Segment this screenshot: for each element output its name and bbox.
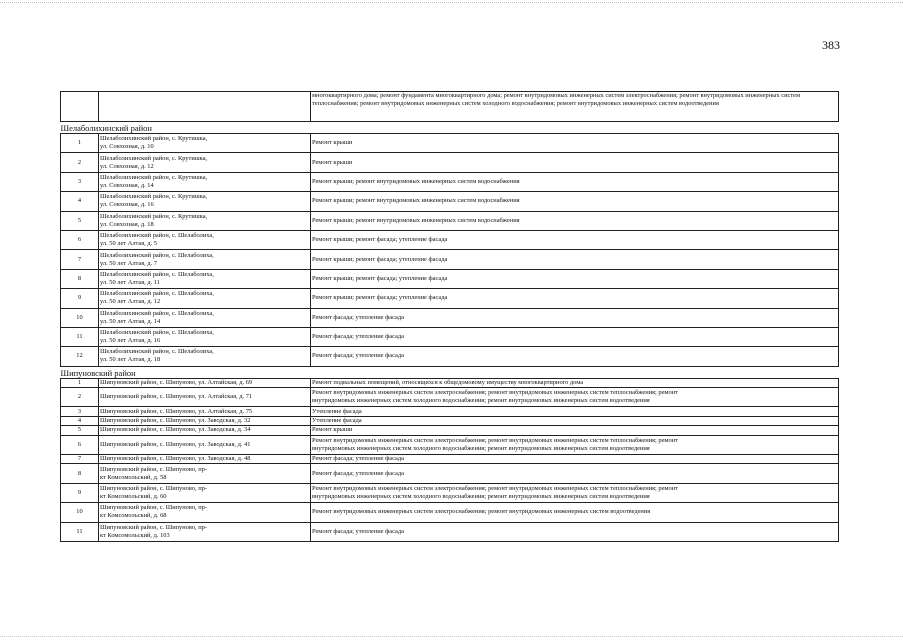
table-row [61, 416, 839, 425]
work-cell [311, 388, 839, 407]
table-row [61, 483, 839, 502]
table-row [61, 455, 839, 464]
table-row [61, 192, 839, 211]
row-number: 12 [61, 347, 99, 366]
continuation-row [61, 92, 839, 122]
table-row [61, 172, 839, 191]
work-line: Ремонт крыши; ремонт внутридомовых инженерных систем водоснабжения [312, 216, 520, 224]
continuation-work-cell: многоквартирного дома; ремонт фундамента многоквартирного дома; ремонт внутридомовых инженерных систем электроснабжения; ремонт внутридомовых инженерных систем теплоснабжения; ремонт внутридомовых инженерных систем холодного водоснабжения; ремонт внутридомовых инженерных систем водоотведения [311, 92, 839, 122]
address-line: Шелаболихинский район, с. Шелаболиха, [100, 329, 214, 337]
work-cell [311, 407, 839, 416]
work-cell [311, 522, 839, 541]
work-cell [311, 153, 839, 172]
continuation-address-cell [99, 92, 311, 122]
address-cell [99, 388, 311, 407]
scan-top-edge [0, 2, 903, 3]
work-line: Ремонт внутридомовых инженерных систем электроснабжения; ремонт внутридомовых инженерных систем теплоснабжения; ремонт [312, 485, 678, 492]
table-row [61, 250, 839, 269]
work-cell [311, 378, 839, 387]
work-cell [311, 416, 839, 425]
row-number: 8 [61, 464, 99, 483]
table-row [61, 464, 839, 483]
row-number: 10 [61, 503, 99, 522]
work-cell [311, 426, 839, 435]
address-line: Шипуновский район, с. Шипуново, ул. Алтайская, д. 71 [100, 393, 253, 401]
address-line: Шипуновский район, с. Шипуново, пр- [100, 504, 207, 512]
work-cell [311, 503, 839, 522]
row-number: 5 [61, 426, 99, 435]
address-line: кт Комсомольский, д. 103 [100, 531, 170, 539]
work-line: Ремонт внутридомовых инженерных систем электроснабжения; ремонт внутридомовых инженерных систем водоотведения [312, 508, 651, 516]
row-number: 1 [61, 378, 99, 387]
row-number: 6 [61, 435, 99, 454]
address-cell [99, 250, 311, 269]
row-number: 1 [61, 134, 99, 153]
work-cell [311, 269, 839, 288]
row-number: 6 [61, 230, 99, 249]
table-row [61, 435, 839, 454]
address-cell [99, 407, 311, 416]
address-cell [99, 347, 311, 366]
table-row [61, 308, 839, 327]
table-row [61, 388, 839, 407]
row-number: 2 [61, 388, 99, 407]
work-line: Ремонт крыши; ремонт фасада; утепление фасада [312, 236, 448, 244]
address-line: ул. 50 лет Алтая, д. 12 [100, 298, 161, 306]
work-line: Ремонт крыши; ремонт внутридомовых инженерных систем водоснабжения [312, 197, 520, 205]
address-cell [99, 455, 311, 464]
work-line: внутридомовых инженерных систем холодного водоснабжения; ремонт внутридомовых инженерных систем водоотведения [312, 493, 650, 500]
work-line: Ремонт внутридомовых инженерных систем электроснабжения; ремонт внутридомовых инженерных систем теплоснабжения; ремонт [312, 389, 678, 397]
scan-bottom-edge [0, 636, 903, 637]
table-row [61, 503, 839, 522]
work-line: Ремонт фасада; утепление фасада [312, 469, 404, 477]
work-line: Ремонт крыши [312, 426, 353, 434]
row-number: 9 [61, 483, 99, 502]
address-line: Шипуновский район, с. Шипуново, пр- [100, 465, 207, 473]
address-cell [99, 327, 311, 346]
work-cell [311, 192, 839, 211]
row-number: 4 [61, 192, 99, 211]
address-cell [99, 289, 311, 308]
address-line: кт Комсомольский, д. 60 [100, 493, 167, 500]
address-cell [99, 464, 311, 483]
work-cell [311, 483, 839, 502]
section-title: Шипуновский район [61, 366, 839, 378]
work-line: Ремонт крыши; ремонт фасада; утепление фасада [312, 294, 448, 302]
address-line: Шелаболихинский район, с. Крутишка, [100, 173, 208, 181]
row-number: 2 [61, 153, 99, 172]
address-line: ул. 50 лет Алтая, д. 11 [100, 278, 160, 286]
address-cell [99, 435, 311, 454]
work-line: Ремонт фасада; утепление фасада [312, 527, 404, 535]
address-line: Шипуновский район, с. Шипуново, ул. Алтайская, д. 69 [100, 378, 253, 386]
address-cell [99, 483, 311, 502]
address-line: ул. Совхозная, д. 16 [100, 201, 154, 209]
work-line: Ремонт крыши; ремонт фасада; утепление фасада [312, 274, 448, 282]
table-row [61, 211, 839, 230]
address-line: Шелаболихинский район, с. Шелаболиха, [100, 270, 214, 278]
repair-program-table [60, 91, 839, 542]
address-line: Шипуновский район, с. Шипуново, ул. Алтайская, д. 75 [100, 407, 253, 415]
page-number: 383 [822, 38, 840, 52]
address-cell [99, 503, 311, 522]
address-line: Шелаболихинский район, с. Крутишка, [100, 212, 208, 220]
work-line: Ремонт подвальных помещений, относящихся к общедомовому имуществу многоквартирного дома [312, 378, 584, 386]
address-line: ул. 50 лет Алтая, д. 5 [100, 240, 157, 248]
continuation-num-cell [61, 92, 99, 122]
work-line: Ремонт фасада; утепление фасада [312, 333, 404, 341]
address-cell [99, 522, 311, 541]
work-line: Утепление фасада [312, 417, 362, 425]
row-number: 5 [61, 211, 99, 230]
row-number: 7 [61, 250, 99, 269]
work-cell [311, 172, 839, 191]
address-line: Шипуновский район, с. Шипуново, ул. Заводская, д. 48 [100, 455, 251, 463]
address-line: ул. 50 лет Алтая, д. 14 [100, 317, 161, 325]
section-title: Шелаболихинский район [61, 122, 839, 134]
section-header-row [61, 122, 839, 134]
address-line: ул. Совхозная, д. 14 [100, 181, 154, 189]
address-line: Шелаболихинский район, с. Шелаболиха, [100, 309, 214, 317]
address-line: Шелаболихинский район, с. Шелаболиха, [100, 348, 214, 356]
table-row [61, 426, 839, 435]
address-cell [99, 211, 311, 230]
section-header-row [61, 366, 839, 378]
address-line: Шипуновский район, с. Шипуново, ул. Заводская, д. 41 [100, 440, 251, 448]
table-row [61, 134, 839, 153]
row-number: 4 [61, 416, 99, 425]
address-line: ул. Совхозная, д. 10 [100, 143, 154, 151]
address-cell [99, 308, 311, 327]
address-line: кт Комсомольский, д. 68 [100, 512, 167, 520]
table-row [61, 347, 839, 366]
row-number: 9 [61, 289, 99, 308]
address-cell [99, 192, 311, 211]
work-cell [311, 327, 839, 346]
work-cell [311, 435, 839, 454]
address-line: ул. Совхозная, д. 18 [100, 220, 154, 228]
work-line: Ремонт крыши [312, 139, 353, 147]
row-number: 3 [61, 172, 99, 191]
address-line: Шелаболихинский район, с. Крутишка, [100, 193, 208, 201]
work-line: Ремонт крыши; ремонт внутридомовых инженерных систем водоснабжения [312, 177, 520, 185]
address-line: ул. Совхозная, д. 12 [100, 162, 154, 170]
work-cell [311, 455, 839, 464]
address-line: Шелаболихинский район, с. Крутишка, [100, 154, 208, 162]
address-line: Шелаболихинский район, с. Шелаболиха, [100, 290, 214, 298]
row-number: 7 [61, 455, 99, 464]
work-line: внутридомовых инженерных систем холодного водоснабжения; ремонт внутридомовых инженерных систем водоотведения [312, 444, 650, 452]
work-line: Ремонт крыши [312, 158, 353, 166]
work-cell [311, 308, 839, 327]
work-cell [311, 464, 839, 483]
table-row [61, 327, 839, 346]
work-cell [311, 211, 839, 230]
work-line: Утепление фасада [312, 407, 362, 415]
address-line: Шелаболихинский район, с. Крутишка, [100, 135, 208, 143]
table-row [61, 230, 839, 249]
row-number: 10 [61, 308, 99, 327]
address-line: Шипуновский район, с. Шипуново, пр- [100, 485, 207, 492]
table-row [61, 378, 839, 387]
work-line: Ремонт крыши; ремонт фасада; утепление фасада [312, 255, 448, 263]
work-cell [311, 230, 839, 249]
table-row [61, 289, 839, 308]
address-line: ул. 50 лет Алтая, д. 18 [100, 356, 161, 364]
row-number: 3 [61, 407, 99, 416]
work-line: внутридомовых инженерных систем холодного водоснабжения; ремонт внутридомовых инженерных систем водоотведения [312, 397, 650, 405]
address-line: ул. 50 лет Алтая, д. 16 [100, 337, 161, 345]
table-body [61, 92, 839, 542]
address-cell [99, 378, 311, 387]
address-line: Шелаболихинский район, с. Шелаболиха, [100, 232, 214, 240]
address-cell [99, 269, 311, 288]
table-row [61, 407, 839, 416]
work-line: Ремонт внутридомовых инженерных систем электроснабжения; ремонт внутридомовых инженерных систем теплоснабжения; ремонт [312, 436, 678, 444]
address-line: Шипуновский район, с. Шипуново, ул. Заводская, д. 34 [100, 426, 251, 434]
address-cell [99, 426, 311, 435]
work-cell [311, 347, 839, 366]
work-line: Ремонт фасада; утепление фасада [312, 313, 404, 321]
work-cell [311, 289, 839, 308]
table-row [61, 522, 839, 541]
address-cell [99, 416, 311, 425]
work-cell [311, 250, 839, 269]
address-line: ул. 50 лет Алтая, д. 7 [100, 259, 157, 267]
table-row [61, 153, 839, 172]
work-line: Ремонт фасада; утепление фасада [312, 352, 404, 360]
work-line: Ремонт фасада; утепление фасада [312, 455, 404, 463]
address-cell [99, 134, 311, 153]
address-line: Шелаболихинский район, с. Шелаболиха, [100, 251, 214, 259]
table-row [61, 269, 839, 288]
work-cell [311, 134, 839, 153]
row-number: 8 [61, 269, 99, 288]
address-cell [99, 172, 311, 191]
address-cell [99, 153, 311, 172]
row-number: 11 [61, 327, 99, 346]
address-line: Шипуновский район, с. Шипуново, пр- [100, 523, 207, 531]
address-line: Шипуновский район, с. Шипуново, ул. Заводская, д. 32 [100, 417, 251, 425]
row-number: 11 [61, 522, 99, 541]
address-line: кт Комсомольский, д. 58 [100, 473, 167, 481]
address-cell [99, 230, 311, 249]
